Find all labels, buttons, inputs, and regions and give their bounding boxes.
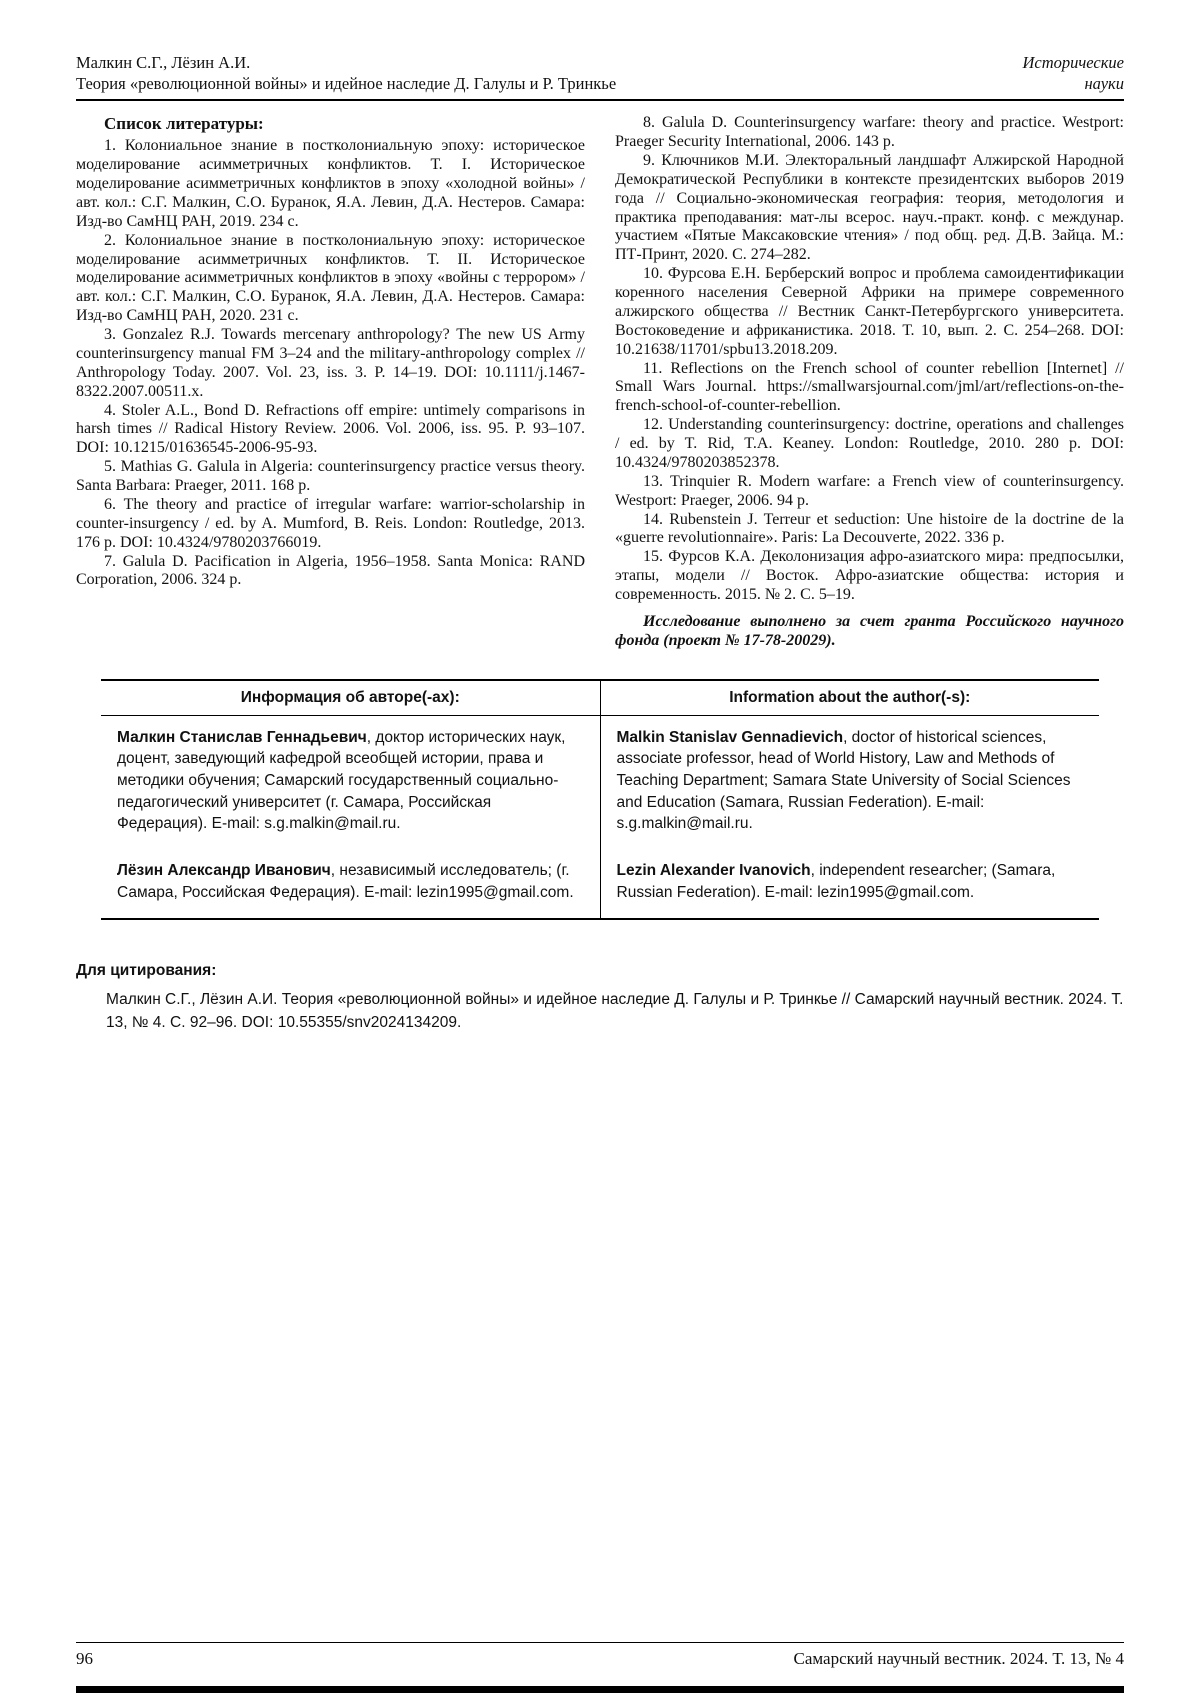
author-malkin-en-name: Malkin Stanislav Gennadievich bbox=[616, 728, 844, 746]
citation-text: Малкин С.Г., Лёзин А.И. Теория «революционной войны» и идейное наследие Д. Галулы и Р. Тринкье // Самарский научный вестник. 2024. Т. 13, № 4. С. 92–96. DOI: 10.55355/snv2024134209. bbox=[106, 990, 1124, 1031]
bottom-rule bbox=[76, 1686, 1124, 1693]
reference-item-1: 1. Колониальное знание в постколониальную эпоху: историческое моделирование асимметричных конфликтов. Т. I. Историческое моделирование асимметричных конфликтов в эпоху «холодной войны» / авт. кол.: С.Г. Малкин, С.О. Буранок, Я.А. Левин, Д.А. Нестеров. Самара: Изд-во СамНЦ РАН, 2019. 234 с. bbox=[76, 137, 585, 230]
reference-item-9: 9. Ключников М.И. Электоральный ландшафт Алжирской Народной Демократической Республики в контексте президентских выборов 2019 года // Социально-экономическая география: теория, методология и практика преподавания: мат-лы всерос. науч.-практ. конф. с междунар. участием «Пятые Максаковские чтения» / под общ. ред. Д.В. Зайца. М.: ПТ-Принт, 2020. С. 274–282. bbox=[615, 151, 1124, 264]
author-lezin-ru-cell bbox=[101, 849, 600, 918]
citation-section bbox=[76, 962, 1124, 1035]
authors-table-header-row bbox=[101, 680, 1099, 716]
author-lezin-ru-details: , независимый исследователь; (г. Самара, Российская Федерация). E-mail: lezin1995@gmail.com. bbox=[117, 862, 574, 901]
author-malkin-ru-details: , доктор исторических наук, доцент, заведующий кафедрой всеобщей истории, права и методики обучения; Самарский государственный социально-педагогический университет (г. Самара, Российская Федерация). E-mail: s.g.malkin@mail.ru. bbox=[117, 728, 566, 833]
author-lezin-en-cell bbox=[600, 849, 1099, 918]
reference-item-15: 15. Фурсов К.А. Деколонизация афро-азиатского мира: предпосылки, этапы, модели // Восток. Афро-азиатские общества: история и современность. 2015. № 2. С. 5–19. bbox=[615, 548, 1124, 604]
grant-note: Исследование выполнено за счет гранта Российского научного фонда (проект № 17-78-20029). bbox=[615, 612, 1124, 649]
reference-item-8: 8. Galula D. Counterinsurgency warfare: theory and practice. Westport: Praeger Security International, 2006. 143 p. bbox=[615, 114, 1124, 151]
author-row-lezin bbox=[101, 849, 1099, 918]
reference-item-2: 2. Колониальное знание в постколониальную эпоху: историческое моделирование асимметричных конфликтов. Т. II. Историческое моделирование асимметричных конфликтов в эпоху «войны с террором» / авт. кол.: С.Г. Малкин, С.О. Буранок, Я.А. Левин, Д.А. Нестеров. Самара: Изд-во СамНЦ РАН, 2020. 231 с. bbox=[76, 231, 585, 325]
running-head-title: Теория «революционной войны» и идейное наследие Д. Галулы и Р. Тринкье bbox=[76, 74, 617, 94]
author-malkin-ru bbox=[117, 727, 582, 835]
author-lezin-ru bbox=[117, 860, 582, 903]
reference-item-7: 7. Galula D. Pacification in Algeria, 1956–1958. Santa Monica: RAND Corporation, 2006. 324 p. bbox=[76, 552, 585, 589]
references-heading: Список литературы: bbox=[104, 114, 264, 134]
running-head-authors: Малкин С.Г., Лёзин А.И. bbox=[76, 53, 251, 72]
references-left-column bbox=[76, 114, 585, 651]
reference-item-14: 14. Rubenstein J. Terreur et seduction: Une histoire de la doctrine de la «guerre revolutionnaire». Paris: La Decouverte, 2022. 336 p. bbox=[615, 510, 1124, 547]
author-malkin-ru-name: Малкин Станислав Геннадьевич bbox=[117, 728, 367, 746]
author-malkin-en bbox=[617, 727, 1082, 835]
footer-journal-line: Самарский научный вестник. 2024. Т. 13, № 4 bbox=[793, 1649, 1124, 1668]
citation-label: Для цитирования: bbox=[76, 961, 217, 979]
page-number: 96 bbox=[76, 1649, 93, 1668]
reference-item-13: 13. Trinquier R. Modern warfare: a French view of counterinsurgency. Westport: Praeger, 2006. 94 p. bbox=[615, 472, 1124, 509]
authors-info-table bbox=[101, 679, 1099, 920]
author-malkin-en-cell bbox=[600, 715, 1099, 849]
running-head-right bbox=[1023, 52, 1125, 94]
reference-item-10: 10. Фурсова Е.Н. Берберский вопрос и проблема самоидентификации коренного населения Северной Африки на примере современного алжирского общества // Вестник Санкт-Петербургского университета. Востоковедение и африканистика. 2018. Т. 10, вып. 2. С. 254–268. DOI: 10.21638/11701/spbu13.2018.209. bbox=[615, 265, 1124, 358]
author-malkin-en-details: , doctor of historical sciences, associate professor, head of World History, Law and Methods of Teaching Department; Samara State University of Social Sciences and Education (Samara, Russian Federation). E-mail: s.g.malkin@mail.ru. bbox=[616, 728, 1071, 833]
authors-table-header-ru: Информация об авторе(-ах): bbox=[101, 680, 600, 716]
reference-item-4: 4. Stoler A.L., Bond D. Refractions off empire: untimely comparisons in harsh times // Radical History Review. 2006. Vol. 2006, iss. 95. P. 93–107. DOI: 10.1215/01636545-2006-95-93. bbox=[76, 401, 585, 457]
reference-item-11: 11. Reflections on the French school of counter rebellion [Internet] // Small Wars Journal. https://smallwarsjournal.com/jml/art/reflections-on-the-french-school-of-counter-rebellion. bbox=[615, 359, 1124, 415]
running-head bbox=[76, 52, 1124, 101]
running-head-left bbox=[76, 52, 616, 94]
reference-item-12: 12. Understanding counterinsurgency: doctrine, operations and challenges / ed. by T. Rid, T.A. Keaney. London: Routledge, 2010. 280 p. DOI: 10.4324/9780203852378. bbox=[615, 416, 1124, 471]
author-lezin-ru-name: Лёзин Александр Иванович bbox=[117, 862, 331, 880]
references-columns bbox=[76, 114, 1124, 651]
author-malkin-ru-cell bbox=[101, 715, 600, 849]
authors-table-header-en: Information about the author(-s): bbox=[600, 680, 1099, 716]
author-lezin-en-details: , independent researcher; (Samara, Russian Federation). E-mail: lezin1995@gmail.com. bbox=[616, 862, 1056, 901]
reference-item-6: 6. The theory and practice of irregular warfare: warrior-scholarship in counter-insurgency / ed. by A. Mumford, B. Reis. London: Routledge, 2013. 176 p. DOI: 10.4324/9780203766019. bbox=[76, 495, 585, 551]
author-lezin-en-name: Lezin Alexander Ivanovich bbox=[616, 862, 811, 880]
references-right-column bbox=[615, 114, 1124, 651]
reference-item-5: 5. Mathias G. Galula in Algeria: counterinsurgency practice versus theory. Santa Barbara: Praeger, 2011. 168 p. bbox=[76, 458, 585, 495]
author-row-malkin bbox=[101, 715, 1099, 849]
page-footer bbox=[76, 1642, 1124, 1669]
reference-item-3: 3. Gonzalez R.J. Towards mercenary anthropology? The new US Army counterinsurgency manual FM 3–24 and the military-anthropology complex // Anthropology Today. 2007. Vol. 23, iss. 3. P. 14–19. DOI: 10.1111/j.1467-8322.2007.00511.x. bbox=[76, 326, 585, 400]
running-head-section-line1: Исторические bbox=[1022, 53, 1124, 72]
running-head-section-line2: науки bbox=[1084, 74, 1124, 94]
author-lezin-en bbox=[617, 860, 1082, 903]
